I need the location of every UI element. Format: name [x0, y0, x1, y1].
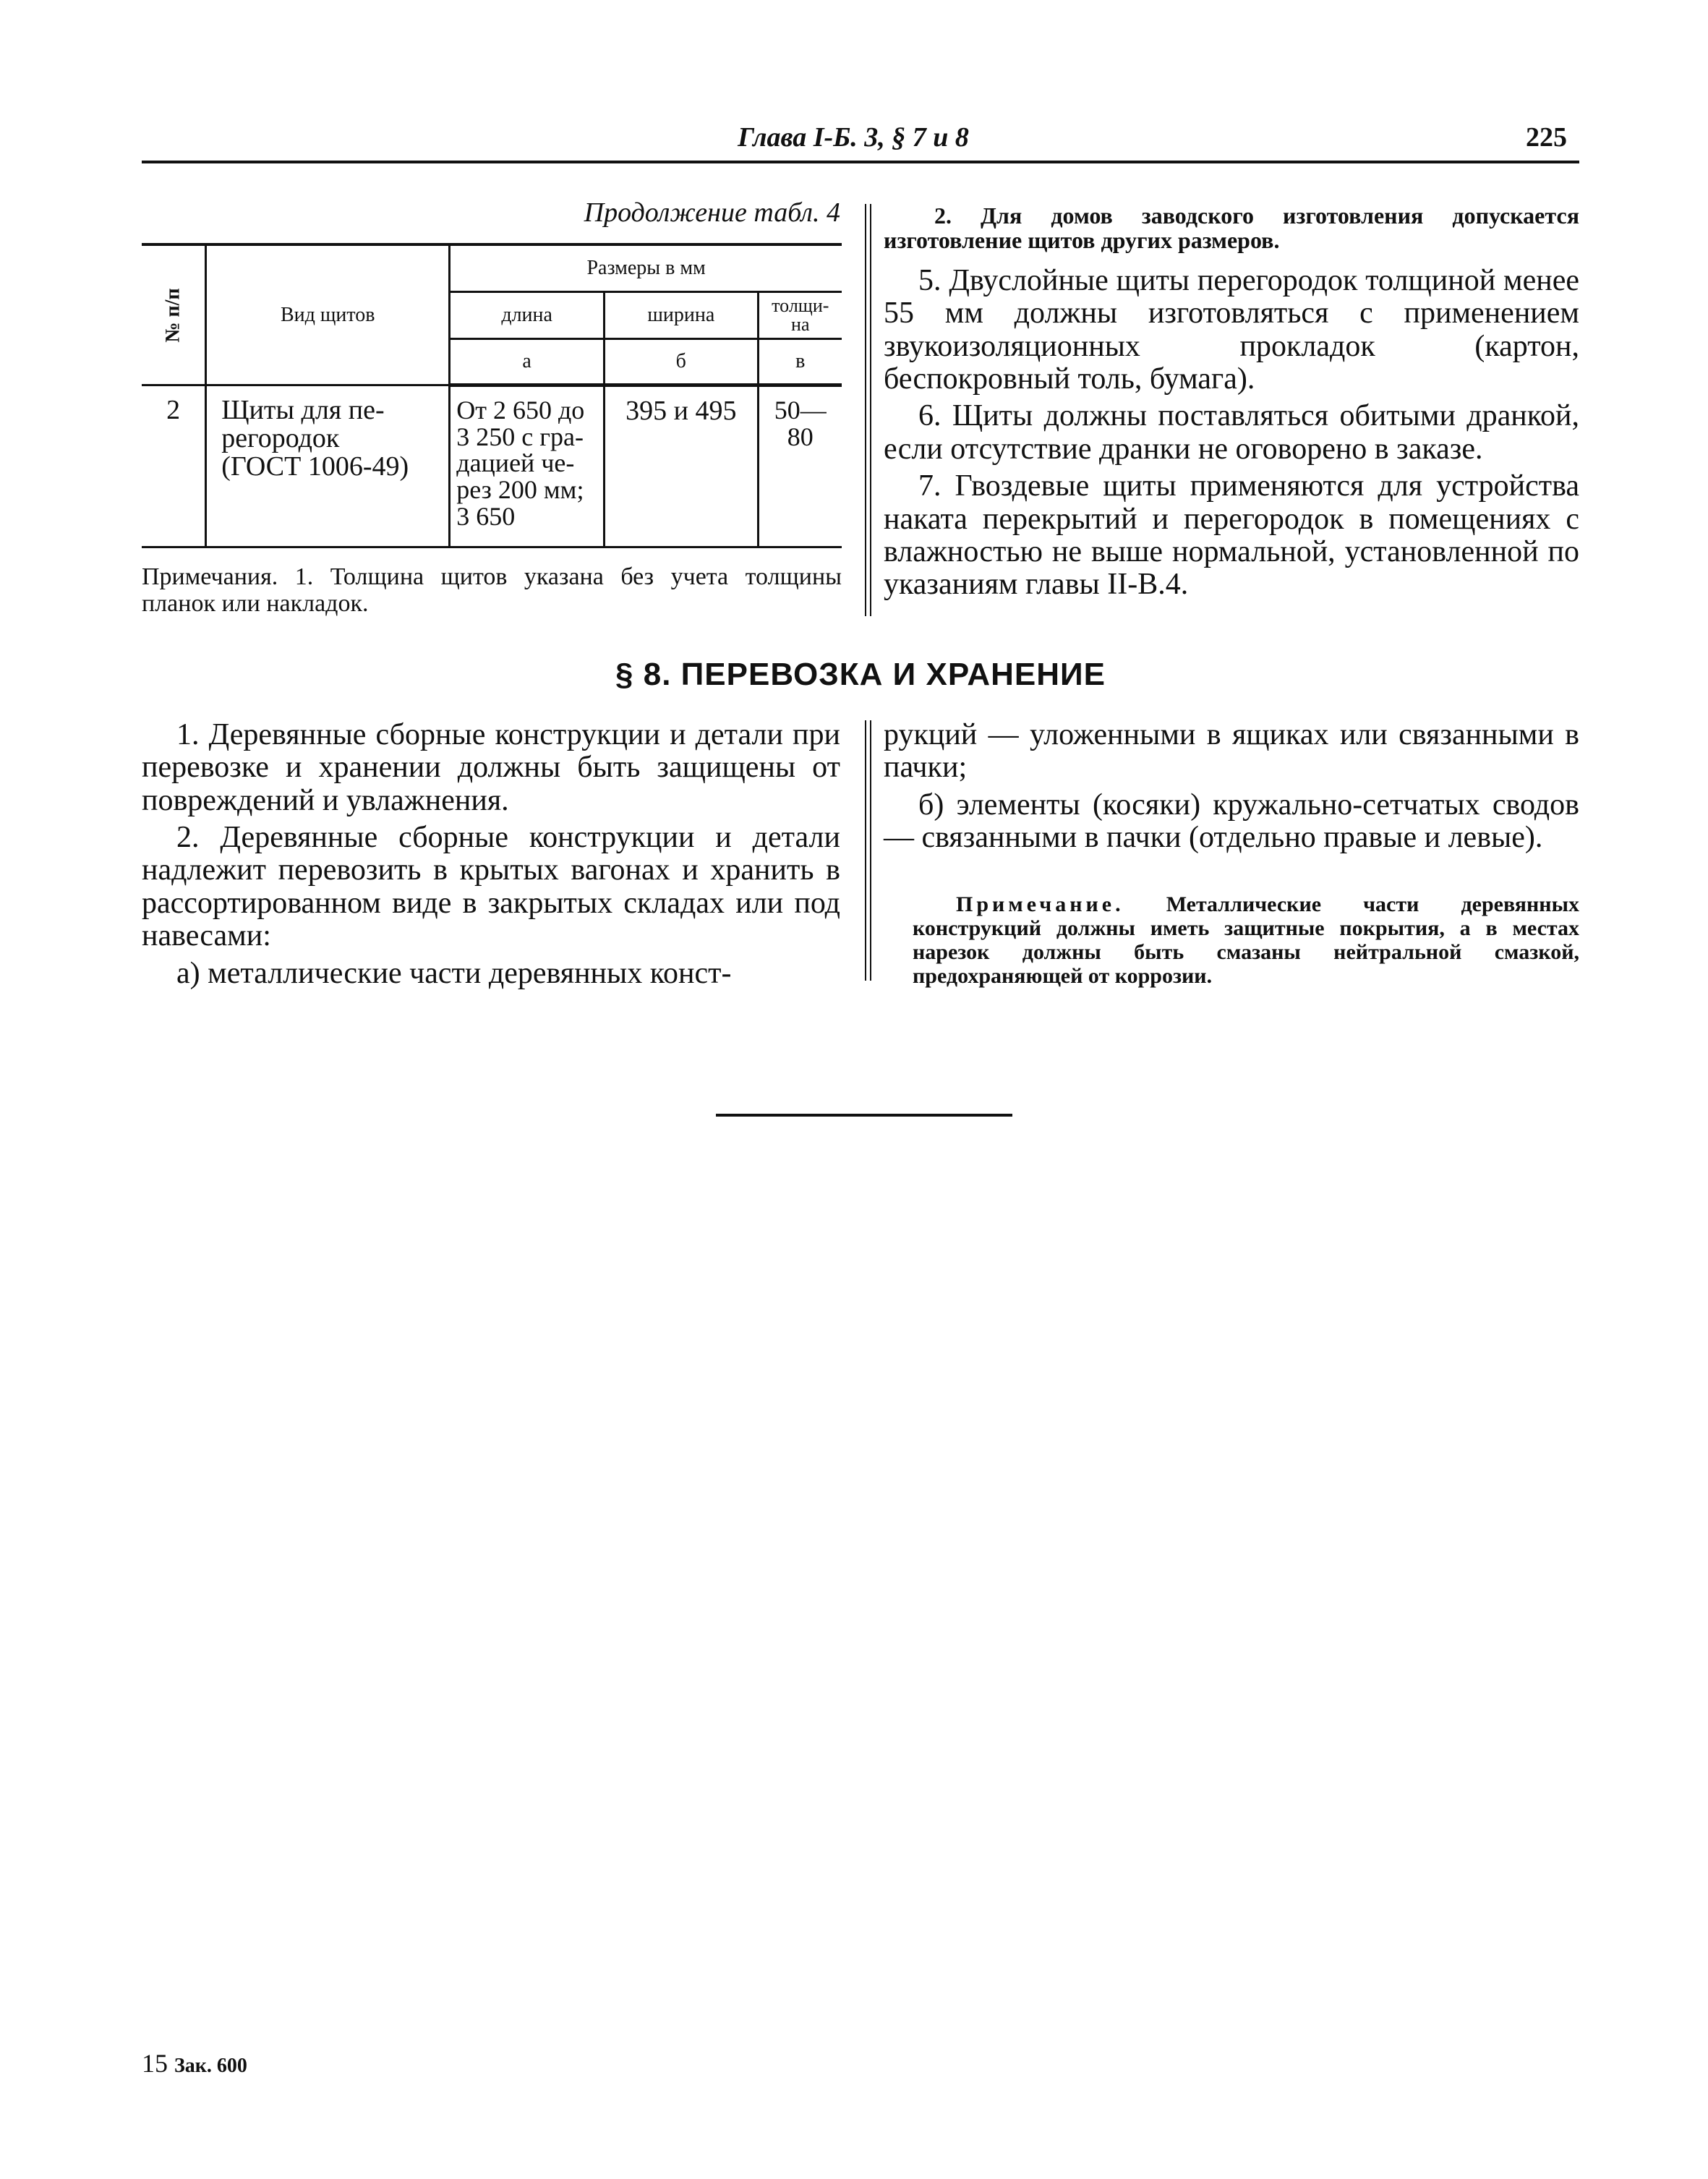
section-left-column	[142, 719, 840, 994]
section-paragraph-2a: а) металлические части деревянных конст-	[176, 956, 732, 990]
column-divider-bottom	[865, 720, 871, 981]
closing-rule	[716, 1114, 1012, 1117]
table-row	[142, 385, 842, 547]
section-paragraph-2a-cont: рукций — уложенными в ящиках или связанными в пачки;	[884, 718, 1579, 785]
section-paragraph-1: 1. Деревянные сборные конструкции и детали при перевозке и хранении должны быть защищены от повреждений и увлажнения.	[142, 718, 840, 817]
section-note-label: Примечание.	[956, 892, 1124, 916]
sheet-number: 15	[142, 2049, 168, 2078]
page-number: 225	[1526, 122, 1567, 153]
paragraph-6: 6. Щиты должны поставляться обитыми дранкой, если отсутствие дранки не оговорено в заказе.	[884, 399, 1579, 466]
footer	[142, 2048, 247, 2078]
paragraph-5: 5. Двуслойные щиты перегородок толщиной менее 55 мм должны изготовляться с применением звукоизоляционных прокладок (картон, беспокровный толь, бумага).	[884, 264, 1579, 396]
size-note: 2. Для домов заводского изготовления допускается изготовление щитов других размеров.	[884, 202, 1579, 253]
section-paragraph-2b: б) элементы (косяки) кружально-сетчатых сводов — связанными в пачки (отдельно правые и левые).	[884, 788, 1579, 855]
column-width-header: ширина	[605, 292, 759, 339]
column-sizes-group: Размеры в мм	[450, 244, 842, 292]
section-title: § 8. ПЕРЕВОЗКА И ХРАНЕНИЕ	[615, 657, 1106, 692]
row-length: От 2 650 до 3 250 с гра- дацией че- рез 200 мм; 3 650	[450, 385, 605, 547]
row-width: 395 и 495	[605, 385, 759, 547]
column-length-header: длина	[450, 292, 605, 339]
column-type-header: Вид щитов	[206, 244, 450, 385]
column-number-header: № п/п	[142, 244, 206, 385]
section-note-text: Металлические части деревянных конструкций должны иметь защитные покрытия, а в местах нарезок должны быть смазаны нейтральной смазкой, предохраняющей от коррозии.	[913, 892, 1579, 988]
row-number: 2	[142, 385, 206, 547]
column-letter-b: б	[605, 339, 759, 385]
section-note	[913, 892, 1579, 988]
table-caption: Продолжение табл. 4	[584, 197, 840, 228]
section-right-column	[884, 719, 1579, 858]
section-paragraph-2: 2. Деревянные сборные конструкции и детали надлежит перевозить в крытых вагонах и хранить в рассортированном виде в закрытых складах или под навесами:	[142, 821, 840, 953]
column-divider-top	[865, 204, 871, 616]
table-note: Примечания. 1. Толщина щитов указана без учета толщины планок или накладок.	[142, 563, 842, 617]
right-paragraphs-top	[884, 265, 1579, 606]
header-rule	[142, 161, 1579, 163]
column-letter-a: а	[450, 339, 605, 385]
column-letter-c: в	[758, 339, 842, 385]
paragraph-7: 7. Гвоздевые щиты применяются для устройства наката перекрытий и перегородок в помещениях с влажностью не выше нормальной, установленной по указаниям главы II-В.4.	[884, 469, 1579, 602]
running-head: Глава I-Б. 3, § 7 и 8	[738, 122, 969, 153]
order-number: Зак. 600	[174, 2055, 247, 2077]
column-thickness-header: толщи- на	[758, 292, 842, 339]
row-thickness: 50—80	[758, 385, 842, 547]
spec-table	[142, 243, 842, 548]
row-type: Щиты для пе- регородок (ГОСТ 1006-49)	[206, 385, 450, 547]
